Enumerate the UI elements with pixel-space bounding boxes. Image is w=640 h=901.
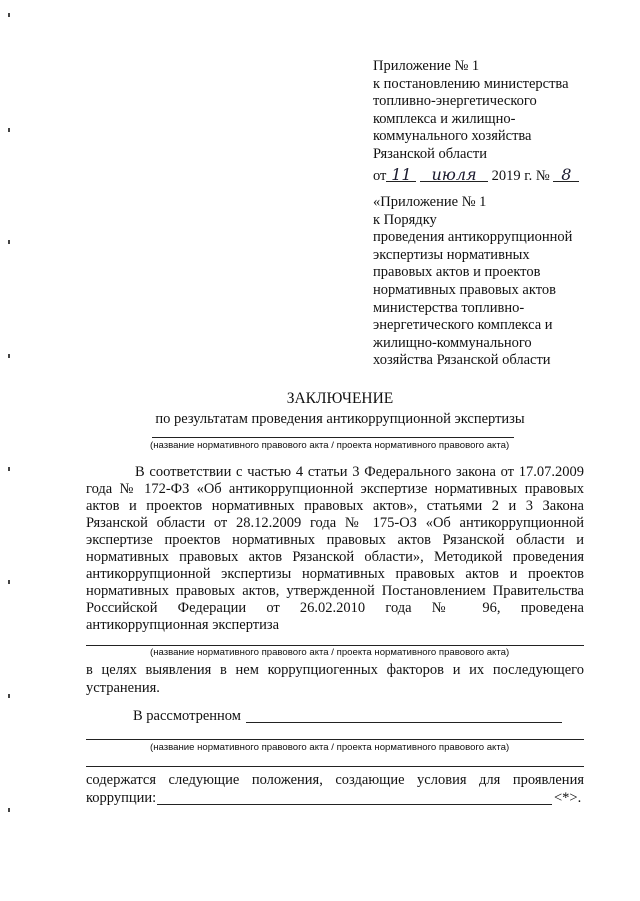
appendix-line: к постановлению министерства — [373, 75, 569, 92]
scan-mark — [8, 580, 10, 584]
nested-appendix-line: нормативных правовых актов — [373, 281, 556, 298]
act-name-caption: (название нормативного правового акта / проекта нормативного правового акта) — [150, 440, 510, 451]
appendix-line: комплекса и жилищно- — [373, 110, 516, 127]
body-line: года № 172-ФЗ «Об антикоррупционной экспертизе нормативных правовых — [86, 481, 584, 497]
appendix-header — [373, 58, 579, 185]
appendix-date-line — [373, 166, 579, 186]
nested-appendix-line: «Приложение № 1 — [373, 194, 487, 210]
body-last-line: антикоррупционная экспертиза — [86, 617, 280, 633]
nested-appendix-line: энергетического комплекса и — [373, 317, 553, 334]
body-line: Российской Федерации от 26.02.2010 года № 96, проведена — [86, 600, 584, 616]
body-line: Рязанской области от 28.12.2009 года № 175-ОЗ «Об антикоррупционной — [86, 515, 584, 531]
body-line: экспертизе проектов нормативных правовых актов Рязанской области и — [86, 532, 584, 548]
reviewed-label: В рассмотренном — [133, 708, 241, 724]
act-name-field-line — [152, 437, 514, 438]
scan-mark — [8, 13, 10, 17]
nested-appendix-line: министерства топливно- — [373, 299, 525, 316]
act-name-caption: (название нормативного правового акта / проекта нормативного правового акта) — [150, 742, 510, 753]
body-line: нормативных правовых актов, утвержденной Постановлением Правительства — [86, 583, 584, 599]
scan-mark — [8, 467, 10, 471]
provisions-line: содержатся следующие положения, создающие условия для проявления — [86, 772, 584, 788]
date-prefix: от — [373, 167, 387, 184]
purpose-line: в целях выявления в нем коррупциогенных факторов и их последующего — [86, 662, 584, 678]
appendix-line: Приложение № 1 — [373, 58, 480, 74]
nested-appendix-line: правовых актов и проектов — [373, 264, 541, 281]
act-name-caption: (название нормативного правового акта / проекта нормативного правового акта) — [150, 647, 510, 658]
body-line: В соответствии с частью 4 статьи 3 Федерального закона от 17.07.2009 — [135, 464, 584, 480]
blank-field-line — [86, 766, 584, 767]
corruption-field-line — [157, 804, 552, 805]
nested-appendix-line: жилищно-коммунального — [373, 334, 532, 351]
appendix-line: коммунального хозяйства — [373, 128, 532, 145]
date-month-handwritten: июля — [431, 164, 477, 184]
document-subtitle: по результатам проведения антикоррупционной экспертизы — [155, 411, 525, 427]
nested-appendix-line: к Порядку — [373, 211, 437, 228]
nested-appendix-line: проведения антикоррупционной — [373, 229, 573, 246]
nested-appendix-line: хозяйства Рязанской области — [373, 352, 551, 369]
corruption-label: коррупции: — [86, 790, 157, 806]
purpose-line-end: устранения. — [86, 680, 160, 696]
act-name-field-line — [86, 645, 584, 646]
act-name-field-line — [86, 739, 584, 740]
reviewed-field-line — [246, 722, 562, 723]
body-line: нормативных правовых актов Рязанской области», Методикой проведения — [86, 549, 584, 565]
nested-appendix-line: экспертизы нормативных — [373, 246, 530, 263]
nested-appendix — [373, 194, 572, 370]
date-year: 2019 г. № — [491, 167, 550, 184]
doc-number-handwritten: 8 — [561, 164, 572, 184]
scan-mark — [8, 694, 10, 698]
body-line: актов и проектов нормативных правовых актов», статьями 2 и 3 Закона — [86, 498, 584, 514]
appendix-line: Рязанской области — [373, 145, 487, 162]
scan-mark — [8, 128, 10, 132]
scan-mark — [8, 808, 10, 812]
body-line: антикоррупционной экспертизы нормативных правовых актов и проектов — [86, 566, 584, 582]
document-title: ЗАКЛЮЧЕНИЕ — [286, 390, 394, 407]
date-day-handwritten: 11 — [391, 164, 412, 184]
scan-mark — [8, 240, 10, 244]
footnote-ref: <*>. — [554, 790, 582, 806]
scan-mark — [8, 354, 10, 358]
appendix-line: топливно-энергетического — [373, 93, 537, 110]
